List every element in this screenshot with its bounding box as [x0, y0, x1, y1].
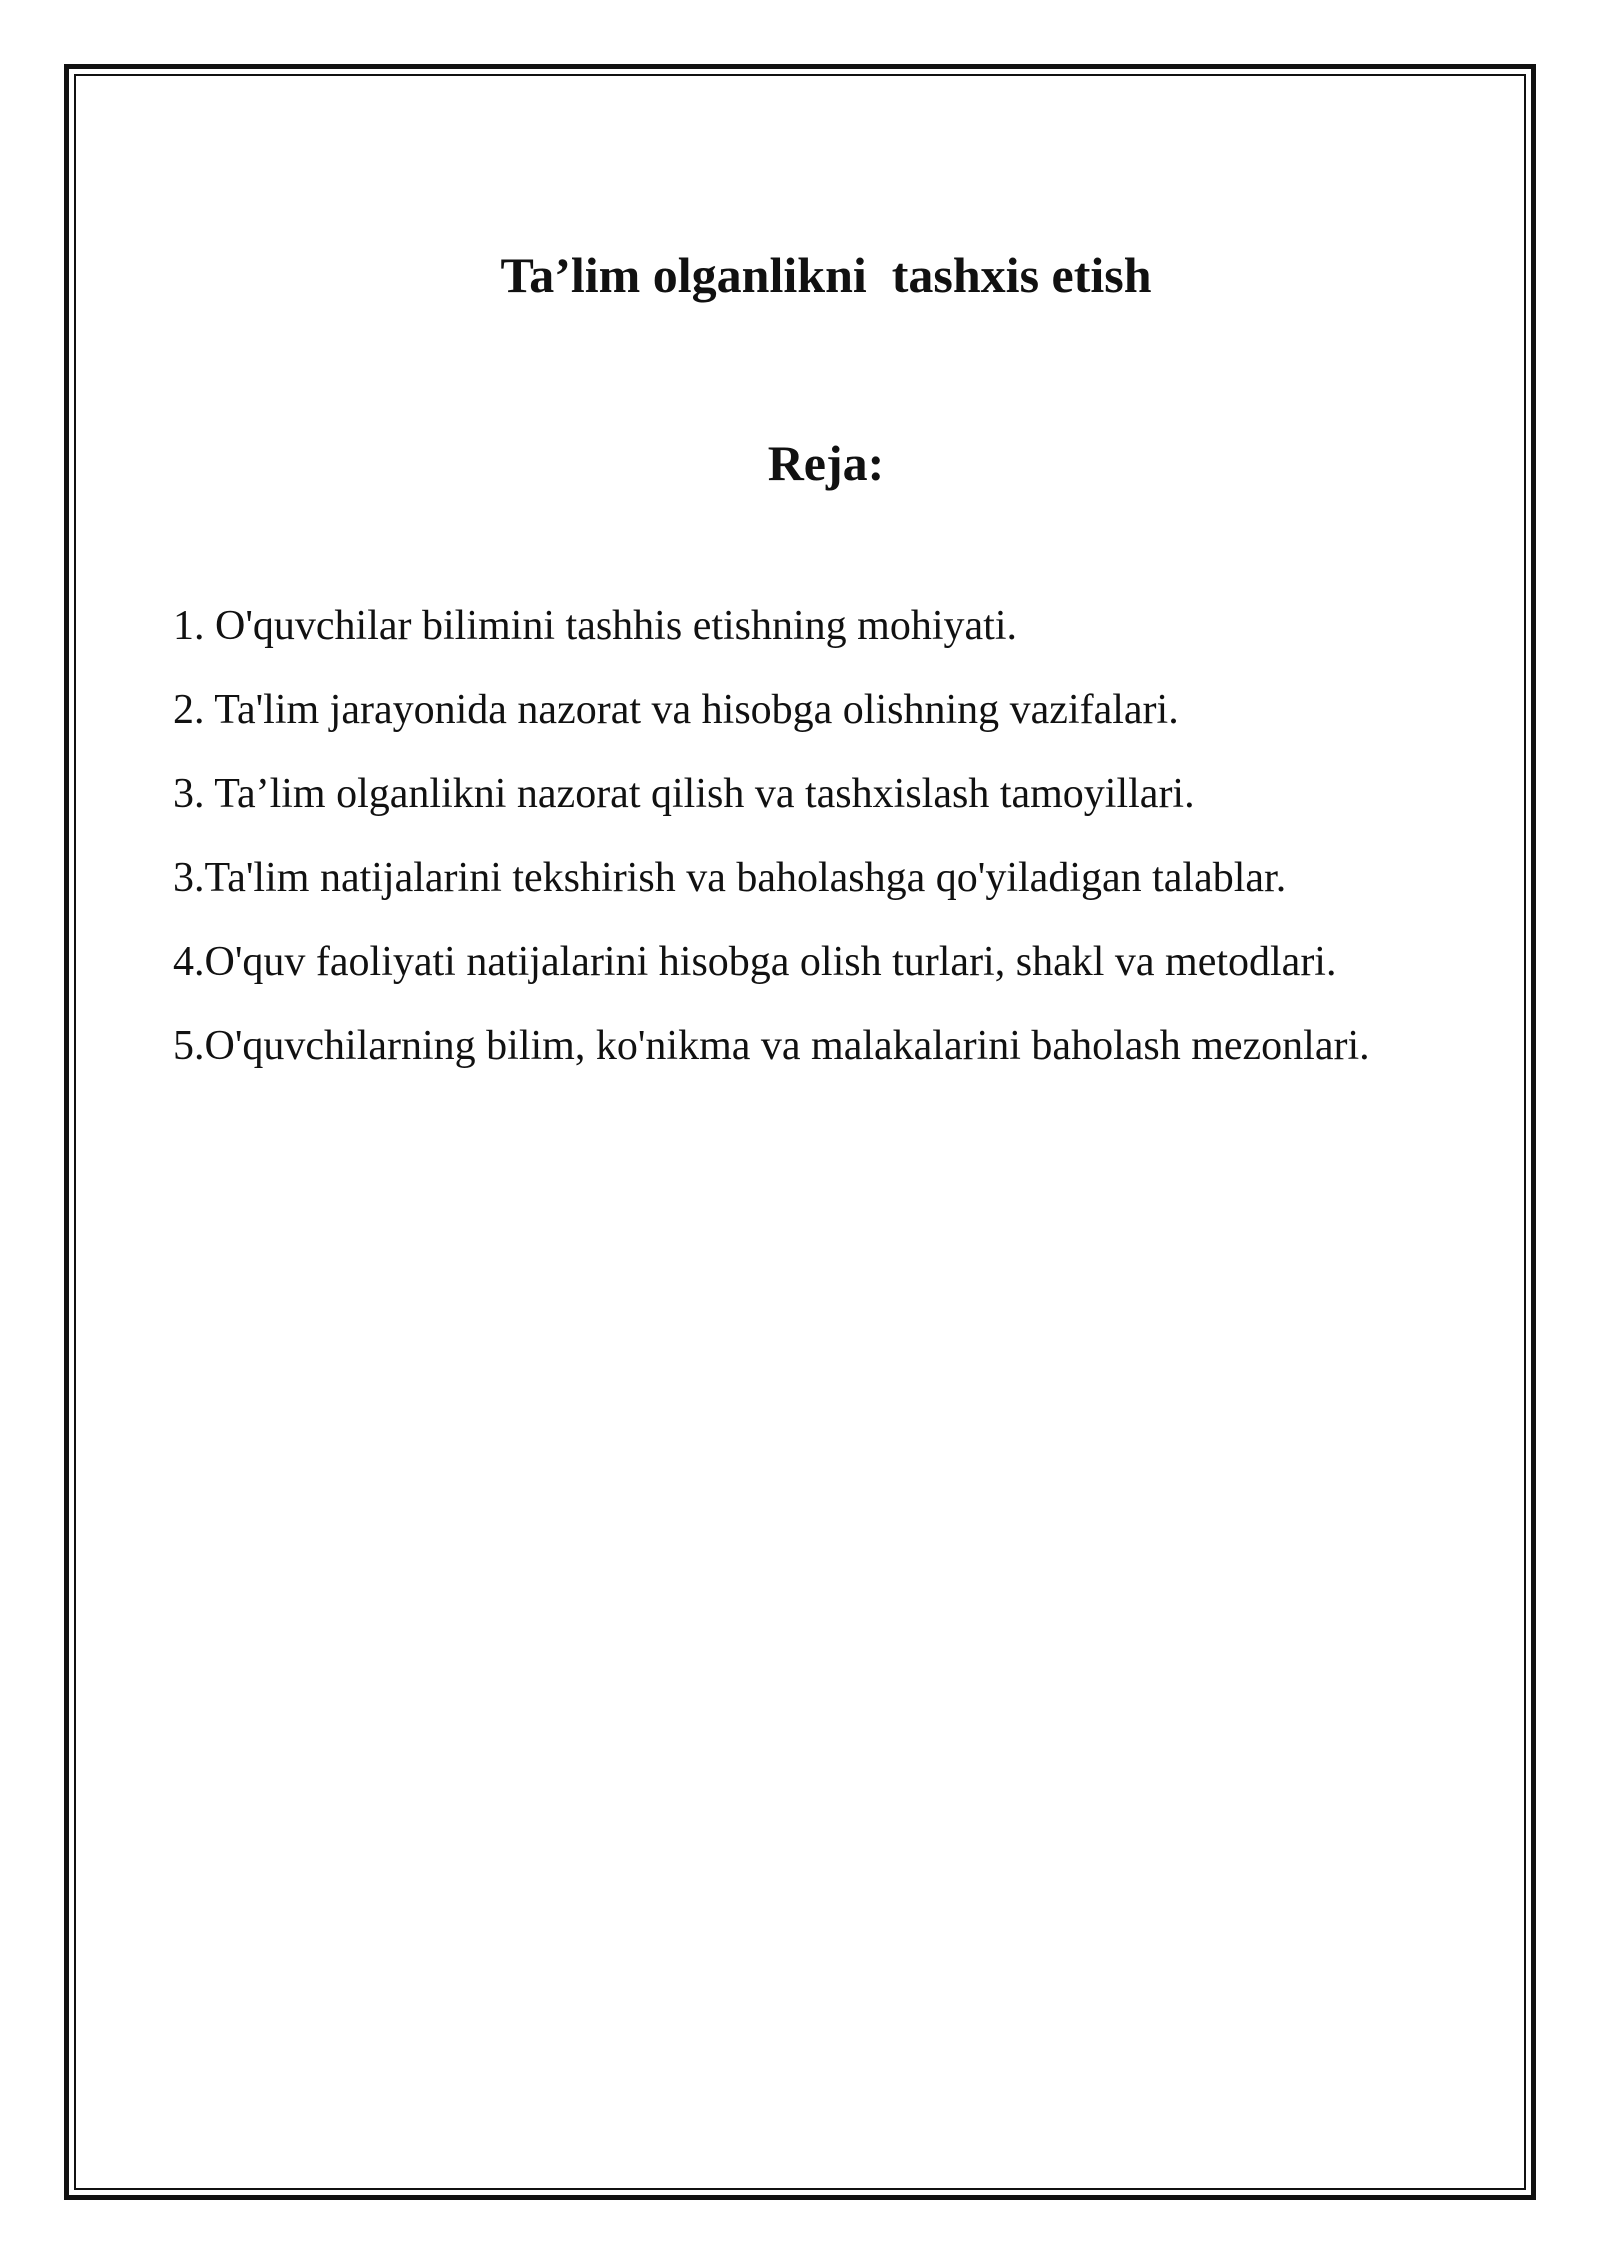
plan-item: 3.Ta'lim natijalarini tekshirish va baholashga qo'yiladigan talablar. [173, 855, 1287, 901]
plan-item: 4.O'quv faoliyati natijalarini hisobga olish turlari, shakl va metodlari. [173, 939, 1337, 985]
plan-item: 3. Ta’lim olganlikni nazorat qilish va tashxislash tamoyillari. [173, 771, 1195, 817]
plan-item: 5.O'quvchilarning bilim, ko'nikma va malakalarini baholash mezonlari. [173, 1023, 1370, 1069]
plan-heading: Reja: [767, 435, 885, 491]
plan-item: 1. O'quvchilar bilimini tashhis etishning mohiyati. [173, 603, 1017, 649]
page-content [173, 240, 1479, 1088]
plan-item: 2. Ta'lim jarayonida nazorat va hisobga olishning vazifalari. [173, 687, 1179, 733]
page-title: Ta’lim olganlikni tashxis etish [500, 247, 1152, 303]
plan-list [173, 584, 1479, 1088]
